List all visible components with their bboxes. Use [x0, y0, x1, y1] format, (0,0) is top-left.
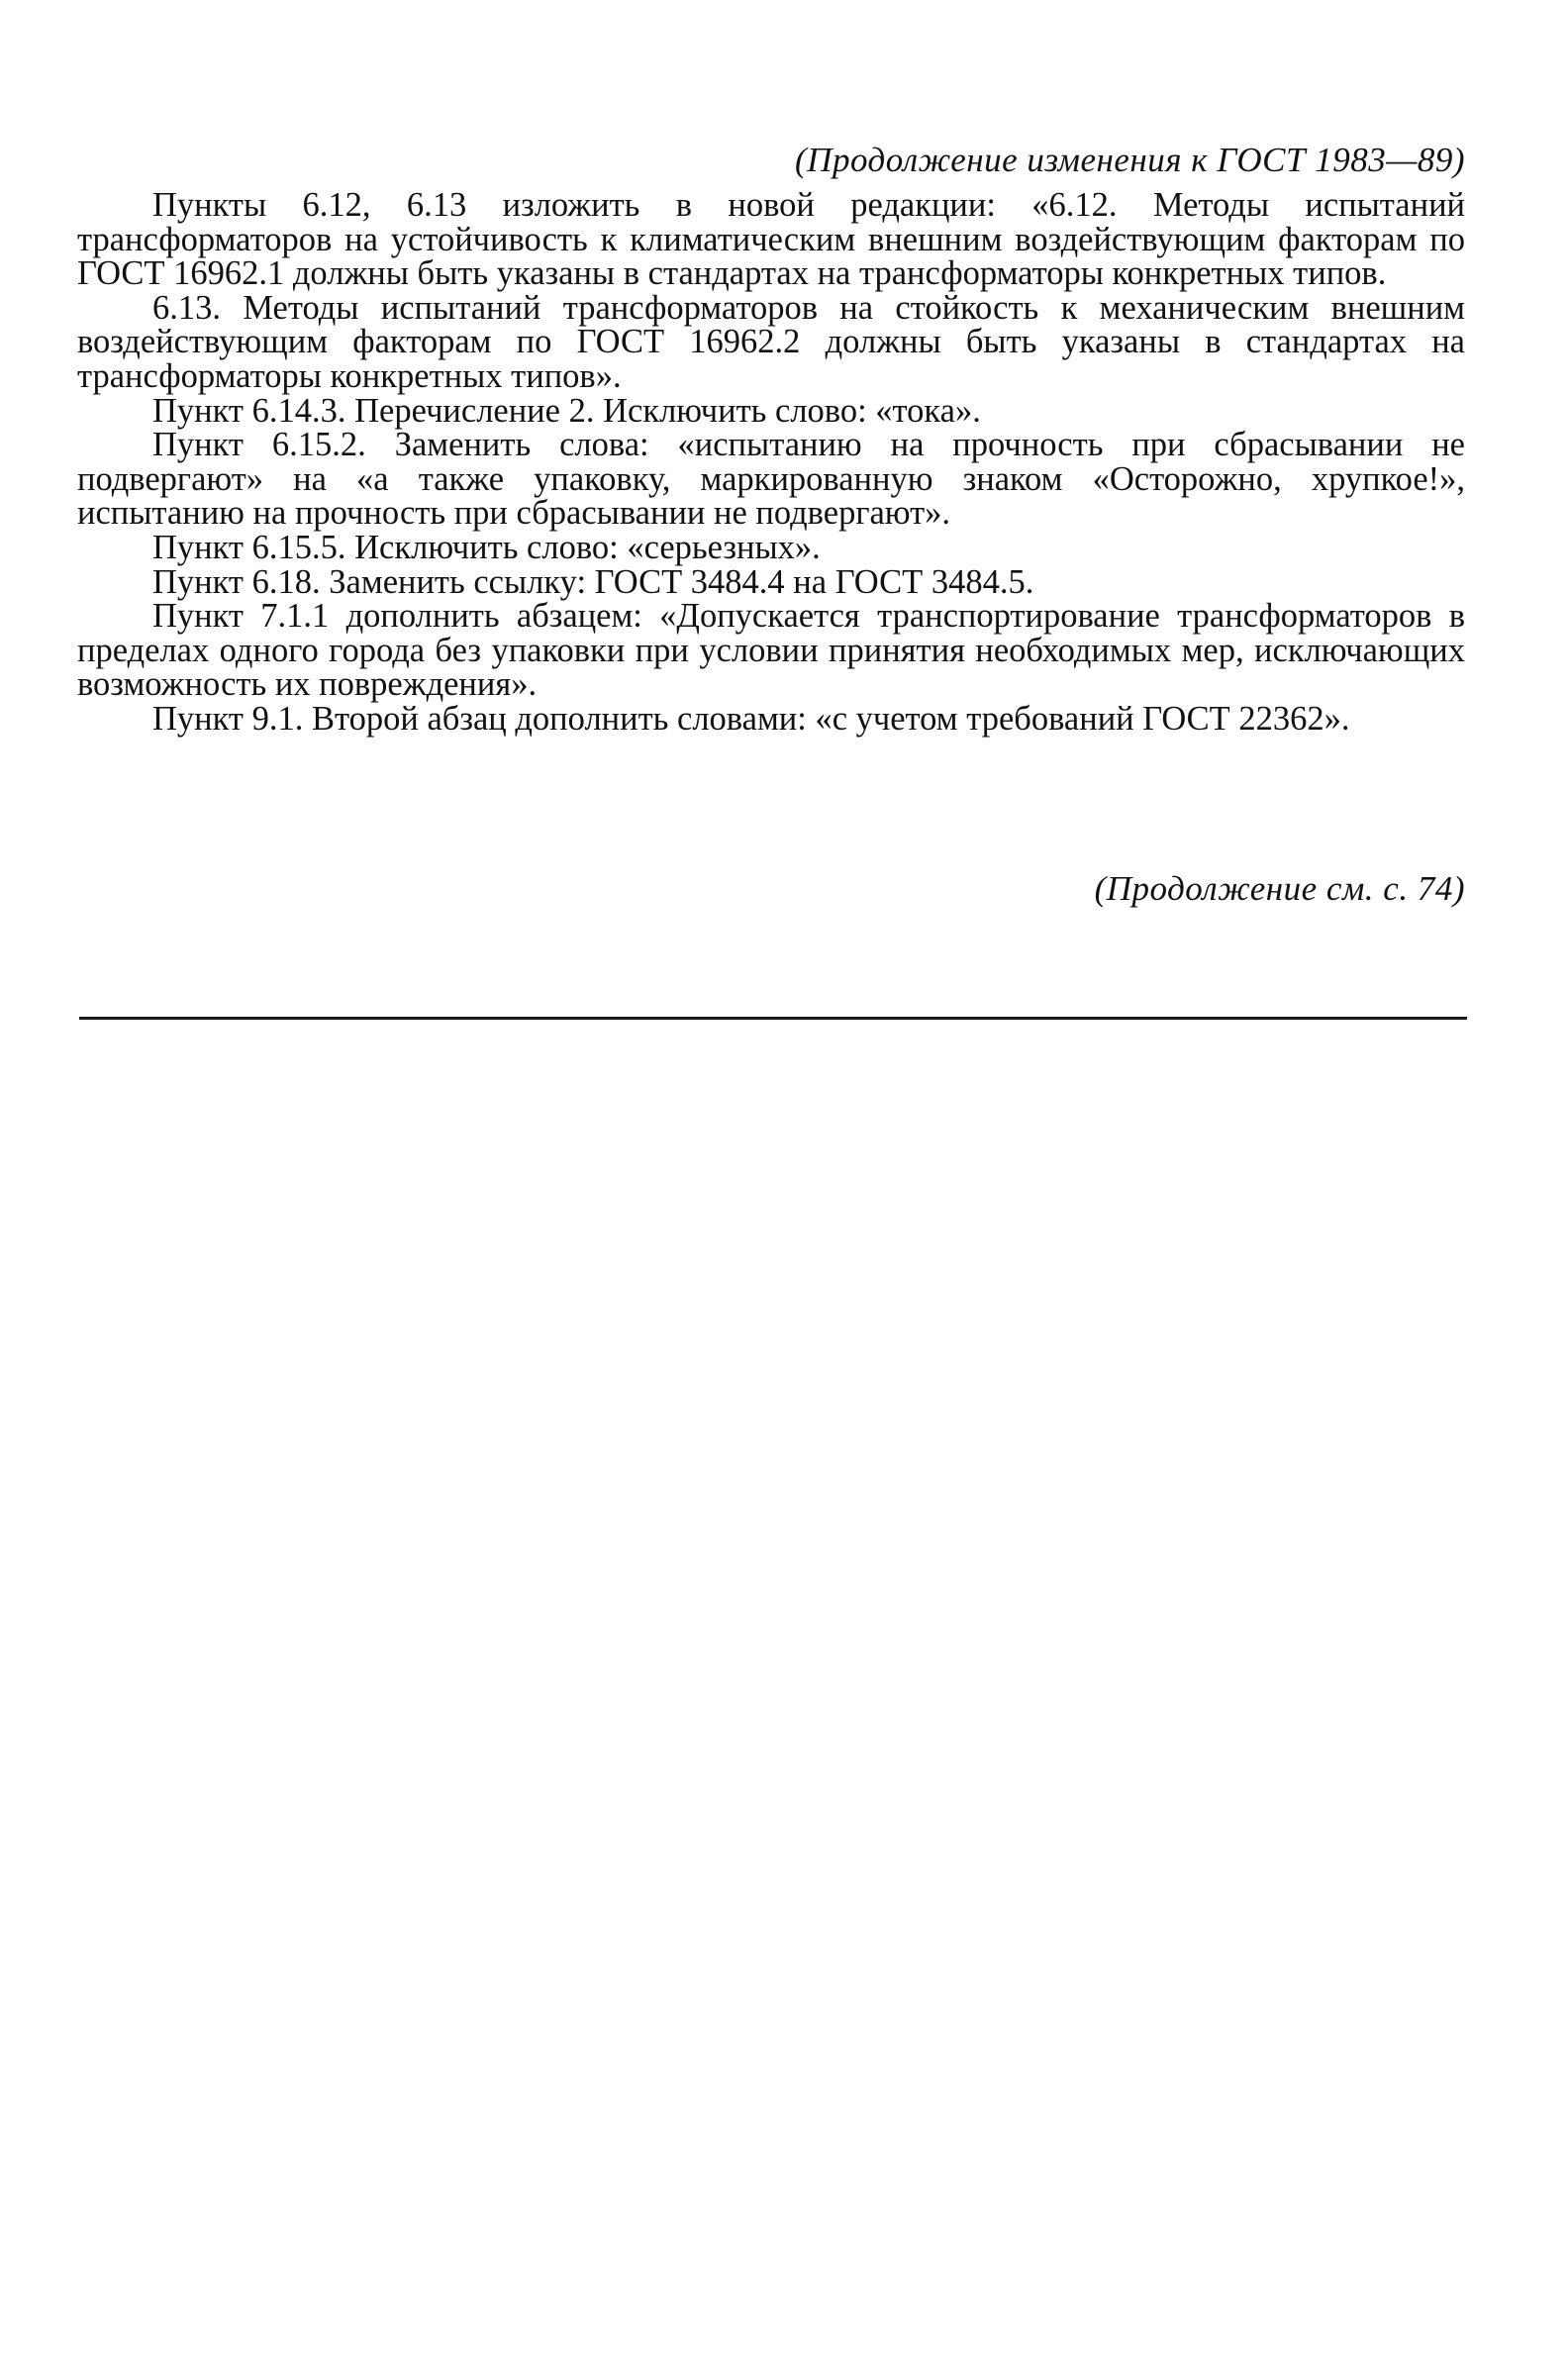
- paragraph-item-6-18: Пункт 6.18. Заменить ссылку: ГОСТ 3484.4 на ГОСТ 3484.5.: [152, 562, 1034, 601]
- amendment-text: [77, 188, 1465, 737]
- paragraph-item-6-15-5: Пункт 6.15.5. Исключить слово: «серьезных».: [152, 528, 821, 566]
- paragraph-item-7-1-1: Пункт 7.1.1 дополнить абзацем: «Допускается транспортирование трансформаторов в пределах одного города без упаковки при условии принятия необходимых мер, исключающих возможность их повреждения».: [77, 597, 1465, 704]
- paragraph-item-6-15-2: Пункт 6.15.2. Заменить слова: «испытанию на прочность при сбрасывании не подвергают» на «а также упаковку, маркированную знаком «Осторожно, хрупкое!», испытанию на прочность при сбрасывании не подвергают».: [77, 426, 1465, 533]
- paragraph-item-9-1: Пункт 9.1. Второй абзац дополнить словами: «с учетом требований ГОСТ 22362».: [152, 699, 1350, 738]
- horizontal-rule: [79, 1017, 1467, 1020]
- paragraph-items-6-12-6-13: Пункты 6.12, 6.13 изложить в новой редакции: «6.12. Методы испытаний трансформаторов на устойчивость к климатическим внешним воздействующим факторам по ГОСТ 16962.1 должны быть указаны в стандартах на трансформаторы конкретных типов.: [77, 186, 1465, 293]
- paragraph-item-6-14-3: Пункт 6.14.3. Перечисление 2. Исключить слово: «тока».: [152, 391, 981, 430]
- paragraph-item-6-13: 6.13. Методы испытаний трансформаторов на стойкость к механическим внешним воздействующим факторам по ГОСТ 16962.2 должны быть указаны в стандартах на трансформаторы конкретных типов».: [77, 288, 1465, 395]
- continuation-footer: (Продолжение см. с. 74): [1094, 869, 1465, 908]
- continuation-header: (Продолжение изменения к ГОСТ 1983—89): [795, 141, 1465, 179]
